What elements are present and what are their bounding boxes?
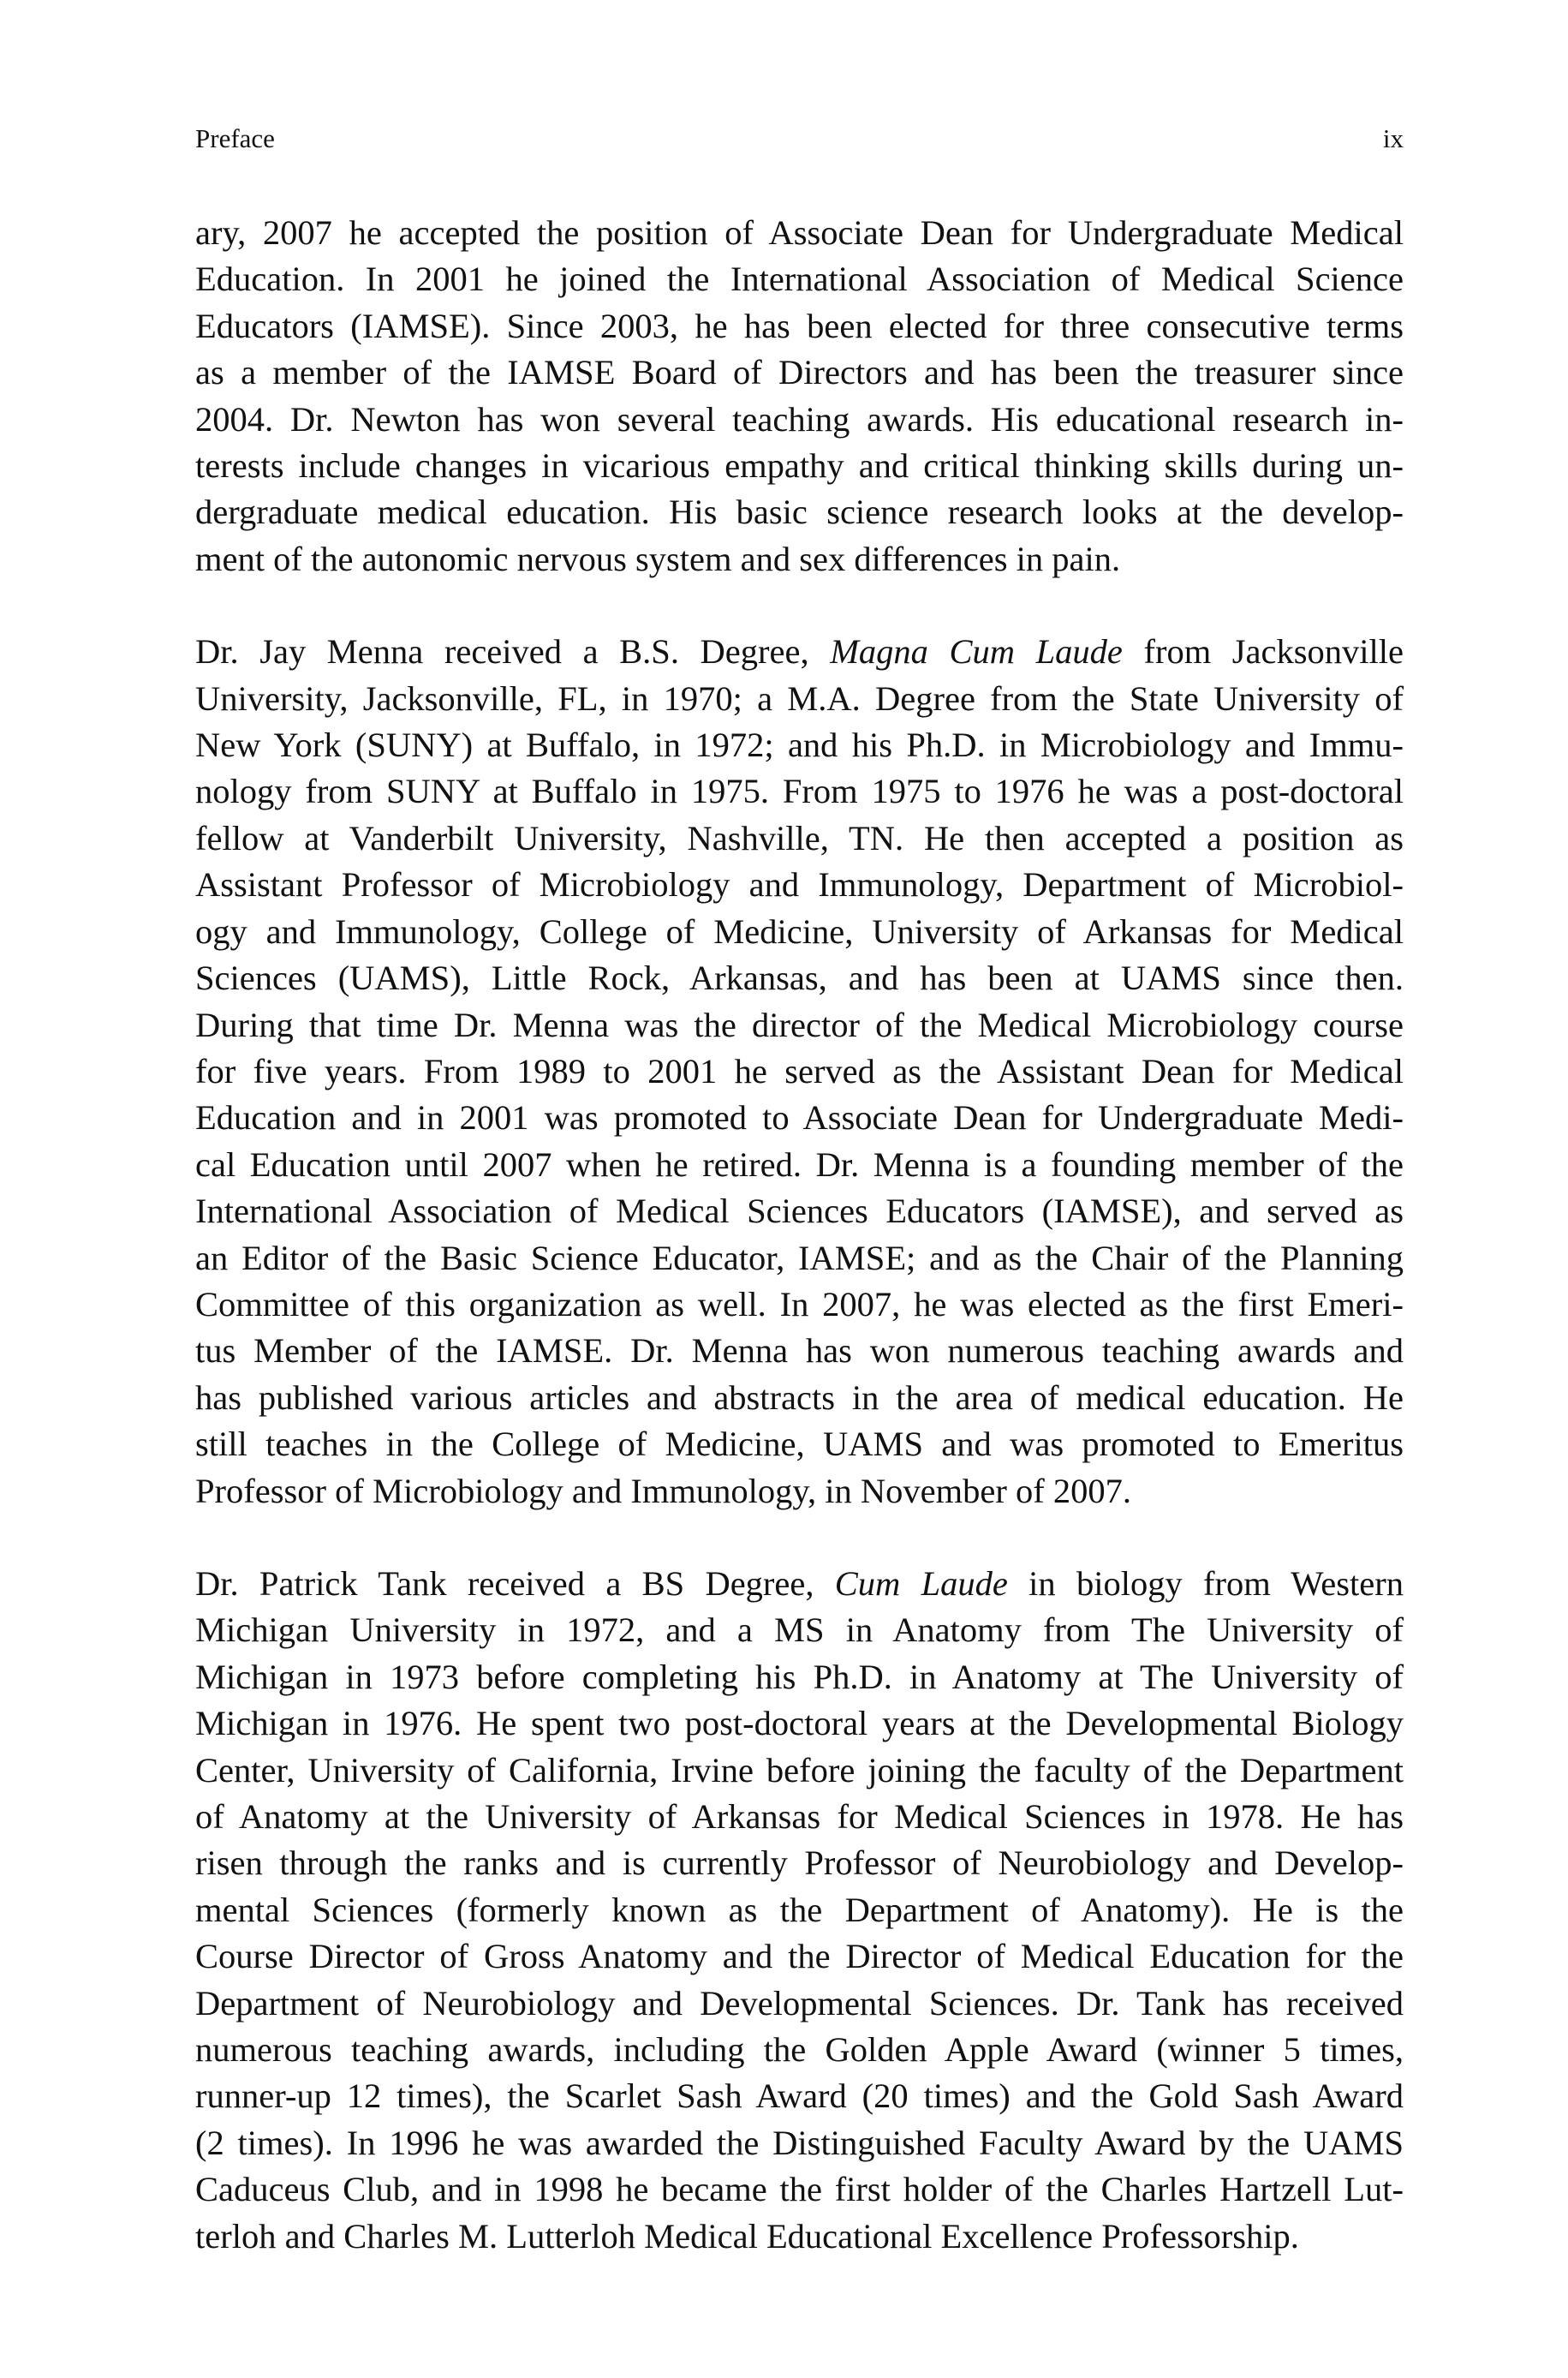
text-line: as a member of the IAMSE Board of Directors and has been the treasurer since [195, 353, 1404, 392]
text-line: Michigan in 1973 before completing his Ph.D. in Anatomy at The University of [195, 1657, 1404, 1696]
text-line: Educators (IAMSE). Since 2003, he has been elected for three consecutive terms [195, 306, 1404, 345]
text-line: has published various articles and abstracts in the area of medical education. He [195, 1377, 1404, 1417]
text-line: Michigan University in 1972, and a MS in Anatomy from The University of [195, 1610, 1404, 1650]
text-run: in biology from Western [1007, 1563, 1404, 1603]
text-line: Center, University of California, Irvine before joining the faculty of the Department [195, 1750, 1404, 1789]
text-line: Committee of this organization as well. In 2007, he was elected as the first Emeri- [195, 1284, 1404, 1323]
text-line: Sciences (UAMS), Little Rock, Arkansas, and has been at UAMS since then. [195, 959, 1404, 998]
paragraph-newton-bio [195, 210, 1404, 583]
text-line: nology from SUNY at Buffalo in 1975. From 1975 to 1976 he was a post-doctoral [195, 772, 1404, 811]
text-line: During that time Dr. Menna was the director of the Medical Microbiology course [195, 1005, 1404, 1044]
text-run: Dr. Patrick Tank received a BS Degree, [195, 1563, 835, 1603]
text-line: Department of Neurobiology and Developmental Sciences. Dr. Tank has received [195, 1983, 1404, 2022]
text-line: runner-up 12 times), the Scarlet Sash Award (20 times) and the Gold Sash Award [195, 2076, 1404, 2116]
text-run: from Jacksonville [1122, 632, 1404, 672]
text-line: risen through the ranks and is currently Professor of Neurobiology and Develop- [195, 1843, 1404, 1883]
paragraph-tank-bio [195, 1561, 1404, 2260]
text-line: Professor of Microbiology and Immunology, in November of 2007. [195, 1471, 1131, 1510]
text-line: tus Member of the IAMSE. Dr. Menna has won numerous teaching awards and [195, 1331, 1404, 1371]
paragraph-menna-bio [195, 629, 1404, 1515]
text-line: Michigan in 1976. He spent two post-doctoral years at the Developmental Biology [195, 1704, 1404, 1743]
text-line: ary, 2007 he accepted the position of Associate Dean for Undergraduate Medical [195, 213, 1404, 252]
body-text [195, 210, 1404, 2260]
text-line: International Association of Medical Sciences Educators (IAMSE), and served as [195, 1192, 1404, 1231]
text-line: of Anatomy at the University of Arkansas for Medical Sciences in 1978. He has [195, 1797, 1404, 1836]
page-number: ix [1382, 123, 1404, 153]
text-line: an Editor of the Basic Science Educator, IAMSE; and as the Chair of the Planning [195, 1238, 1404, 1277]
text-line: Education. In 2001 he joined the International Association of Medical Science [195, 260, 1404, 299]
text-line: ogy and Immunology, College of Medicine, University of Arkansas for Medical [195, 911, 1404, 951]
text-line: terests include changes in vicarious empathy and critical thinking skills during un- [195, 446, 1404, 486]
text-line: Assistant Professor of Microbiology and Immunology, Department of Microbiol- [195, 865, 1404, 905]
text-line: New York (SUNY) at Buffalo, in 1972; and his Ph.D. in Microbiology and Immu- [195, 726, 1404, 765]
text-line [195, 629, 1404, 675]
latin-honor: Magna Cum Laude [830, 632, 1123, 672]
text-line: Education and in 2001 was promoted to Associate Dean for Undergraduate Medi- [195, 1098, 1404, 1138]
text-line: Course Director of Gross Anatomy and the Director of Medical Education for the [195, 1937, 1404, 1976]
text-line: University, Jacksonville, FL, in 1970; a M.A. Degree from the State University of [195, 678, 1404, 718]
text-line: mental Sciences (formerly known as the Department of Anatomy). He is the [195, 1890, 1404, 1929]
running-head-title: Preface [195, 123, 275, 153]
text-line: ment of the autonomic nervous system and sex differences in pain. [195, 539, 1121, 578]
running-head [195, 122, 1404, 156]
text-line: still teaches in the College of Medicine, UAMS and was promoted to Emeritus [195, 1425, 1404, 1464]
text-line: numerous teaching awards, including the Golden Apple Award (winner 5 times, [195, 2030, 1404, 2070]
text-line: 2004. Dr. Newton has won several teaching awards. His educational research in- [195, 399, 1404, 439]
text-line: fellow at Vanderbilt University, Nashville, TN. He then accepted a position as [195, 818, 1404, 857]
text-line: for five years. From 1989 to 2001 he served as the Assistant Dean for Medical [195, 1051, 1404, 1090]
text-line: terloh and Charles M. Lutterloh Medical Educational Excellence Professorship. [195, 2216, 1299, 2256]
latin-honor: Cum Laude [834, 1563, 1008, 1603]
text-line: Caduceus Club, and in 1998 he became the first holder of the Charles Hartzell Lut- [195, 2170, 1404, 2209]
text-line: cal Education until 2007 when he retired. Dr. Menna is a founding member of the [195, 1144, 1404, 1184]
text-run: Dr. Jay Menna received a B.S. Degree, [195, 632, 831, 672]
text-line [195, 1561, 1404, 1607]
text-line: dergraduate medical education. His basic science research looks at the develop- [195, 493, 1404, 532]
text-line: (2 times). In 1996 he was awarded the Distinguished Faculty Award by the UAMS [195, 2123, 1404, 2162]
